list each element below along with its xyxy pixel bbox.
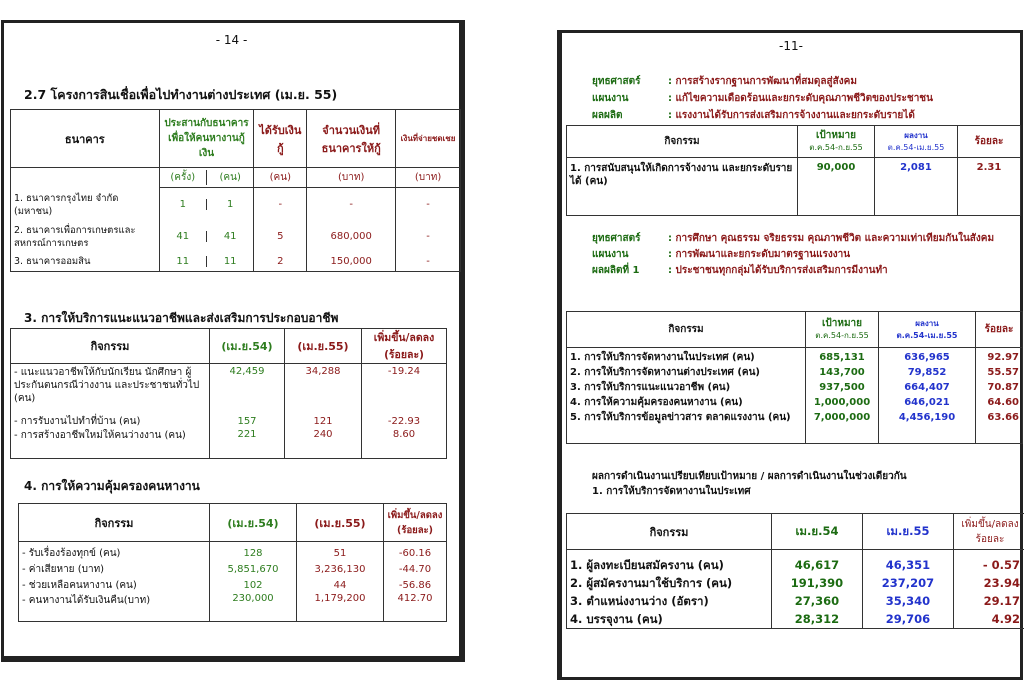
col-header-activity: กิจกรรม <box>19 504 210 542</box>
comparison-caption: ผลการดำเนินงานเปรียบเทียบเป้าหมาย / ผลการดำเนินงานในช่วงเดียวกัน 1. การให้บริการจัดหางานในประเทศ <box>592 471 907 497</box>
page-number: - 14 - <box>215 33 248 47</box>
col-header-coordinate: ประสานกับธนาคารเพื่อให้คนหางานกู้เงิน <box>159 110 254 168</box>
col-header-apr55: (เม.ย.55) <box>285 329 362 364</box>
col-header-activity: กิจกรรม <box>11 329 210 364</box>
strategy-block-1: ยุทธศาสตร์ : การสร้างรากฐานการพัฒนาที่สมดุลสู่สังคม แผนงาน : แก้ไขความเดือดร้อนและยกระดับคุณภาพชีวิตของประชาชน ผลผลิต : แรงงานได้รับการส่งเสริมการจ้างงานและยกระดับรายได้ <box>592 76 933 121</box>
col-header-result: ผลงาน ต.ค.54-เม.ย.55 <box>875 126 958 158</box>
loan-bank-table <box>10 109 461 272</box>
unit-persons-loan: (คน) <box>254 168 307 188</box>
table-row: 1. ธนาคารกรุงไทย จำกัด (มหาชน) 1 1 - - - <box>11 188 461 222</box>
table-row: - ค่าเสียหาย (บาท) 5,851,670 3,236,130 -44.70 <box>19 561 447 577</box>
col-header-result: ผลงาน ต.ค.54-เม.ย.55 <box>879 312 976 348</box>
col-header-apr54: เม.ย.54 <box>772 514 863 550</box>
unit-persons: (คน) <box>219 172 241 183</box>
activity-list <box>567 348 806 444</box>
percent-list: 92.97 55.57 70.87 64.60 63.66 <box>976 348 1023 444</box>
table-row: 3. ธนาคารออมสิน 11 11 2 150,000 - <box>11 252 461 272</box>
list-item: 2. ผู้สมัครงานมาใช้บริการ (คน) <box>570 576 733 590</box>
page-number: -11- <box>779 39 803 53</box>
table-row: - คนหางานได้รับเงินคืน(บาท) 230,000 1,179,200 412.70 <box>19 593 447 621</box>
job-seeker-protection-table <box>18 503 447 622</box>
col-header-change: เพิ่มขึ้น/ลดลงร้อยละ <box>954 514 1024 550</box>
list-item: 1. การให้บริการจัดหางานในประเทศ (คน) <box>570 352 755 363</box>
section-2-7-heading: 2.7 โครงการสินเชื่อเพื่อไปทำงานต่างประเทศ (เม.ย. 55) <box>24 87 338 102</box>
col-header-activity: กิจกรรม <box>567 514 772 550</box>
career-guidance-table <box>10 328 447 459</box>
col-header-change: เพิ่มขึ้น/ลดลง (ร้อยละ) <box>384 504 447 542</box>
col-header-apr55: (เม.ย.55) <box>297 504 384 542</box>
employment-support-table <box>566 125 1021 216</box>
activity-list <box>567 550 772 629</box>
col-header-target: เป้าหมาย ต.ค.54-ก.ย.55 <box>798 126 875 158</box>
unit-times: (ครั้ง) <box>160 170 207 185</box>
table-row: - แนะแนวอาชีพให้กับนักเรียน นักศึกษา ผู้ประกันตนกรณีว่างงาน และประชาชนทั่วไป (คน) 42,459 34,288 -19.24 <box>11 364 447 414</box>
table-row: - รับเรื่องร้องทุกข์ (คน) 128 51 -60.16 <box>19 542 447 562</box>
table-row: 1. การสนับสนุนให้เกิดการจ้างงาน และยกระดับรายได้ (คน) 90,000 2,081 2.31 <box>567 158 1021 216</box>
col-header-percent: ร้อยละ <box>976 312 1023 348</box>
result-list: 636,965 79,852 664,407 646,021 4,456,190 <box>879 348 976 444</box>
col-header-change: เพิ่มขึ้น/ลดลง (ร้อยละ) <box>362 329 447 364</box>
list-item: 5. การให้บริการข้อมูลข่าวสาร ตลาดแรงงาน (คน) <box>570 412 791 423</box>
col-header-apr55: เม.ย.55 <box>863 514 954 550</box>
table-row: - การสร้างอาชีพใหม่ให้คนว่างงาน (คน) 221 240 8.60 <box>11 429 447 459</box>
col-header-loan-received: ได้รับเงินกู้ <box>254 110 307 168</box>
col-header-activity: กิจกรรม <box>567 126 798 158</box>
strategy-block-2: ยุทธศาสตร์ : การศึกษา คุณธรรม จริยธรรม คุณภาพชีวิต และความเท่าเทียมกันในสังคม แผนงาน : การพัฒนาและยกระดับมาตรฐานแรงงาน ผลผลิตที่ 1 : ประชาชนทุกกลุ่มได้รับบริการส่งเสริมการมีงานทำ <box>592 233 995 276</box>
col-header-bank: ธนาคาร <box>11 110 160 168</box>
table-row: 2. ธนาคารเพื่อการเกษตรและสหกรณ์การเกษตร 41 41 5 680,000 - <box>11 222 461 252</box>
employment-services-table <box>566 311 1023 444</box>
left-document-page <box>1 20 465 662</box>
list-item: 3. การให้บริการแนะแนวอาชีพ (คน) <box>570 382 731 393</box>
table-row: - ช่วยเหลือคนหางาน (คน) 102 44 -56.86 <box>19 577 447 593</box>
section-4-heading: 4. การให้ความคุ้มครองคนหางาน <box>24 479 200 493</box>
col-header-compensation: เงินที่จ่ายชดเชย <box>396 110 461 168</box>
section-3-heading: 3. การให้บริการแนะแนวอาชีพและส่งเสริมการประกอบอาชีพ <box>24 311 339 325</box>
col-header-apr54: (เม.ย.54) <box>210 329 285 364</box>
table-row: - การรับงานไปทำที่บ้าน (คน) 157 121 -22.93 <box>11 414 447 429</box>
unit-baht-comp: (บาท) <box>396 168 461 188</box>
list-item: 1. ผู้ลงทะเบียนสมัครงาน (คน) <box>570 558 724 572</box>
list-item: 4. บรรจุงาน (คน) <box>570 612 663 626</box>
domestic-placement-comparison-table: กิจกรรม เม.ย.54 เม.ย.55 เพิ่มขึ้น/ลดลงร้อยละ 1. ผู้ลงทะเบียนสมัครงาน (คน) 2. ผู้สมัครงานมาใช้บริการ (คน) 3. ตำแหน่งงานว่าง (อัตรา) 4. บรรจุงาน (คน) 46,617 191,390 27,360 28,312 46,351 237,207 35,340 29,706 - 0.57 23.94 29.17 4.92 <box>566 513 1024 629</box>
list-item: 3. ตำแหน่งงานว่าง (อัตรา) <box>570 594 709 608</box>
col-header-target: เป้าหมาย ต.ค.54-ก.ย.55 <box>806 312 879 348</box>
col-header-loan-amount: จำนวนเงินที่ธนาคารให้กู้ <box>307 110 396 168</box>
col-header-activity: กิจกรรม <box>567 312 806 348</box>
list-item: 2. การให้บริการจัดหางานต่างประเทศ (คน) <box>570 367 760 378</box>
list-item: 4. การให้ความคุ้มครองคนหางาน (คน) <box>570 397 743 408</box>
right-document-page <box>557 30 1023 680</box>
unit-baht-amount: (บาท) <box>307 168 396 188</box>
col-header-apr54: (เม.ย.54) <box>210 504 297 542</box>
col-header-percent: ร้อยละ <box>958 126 1021 158</box>
target-list: 685,131 143,700 937,500 1,000,000 7,000,000 <box>806 348 879 444</box>
